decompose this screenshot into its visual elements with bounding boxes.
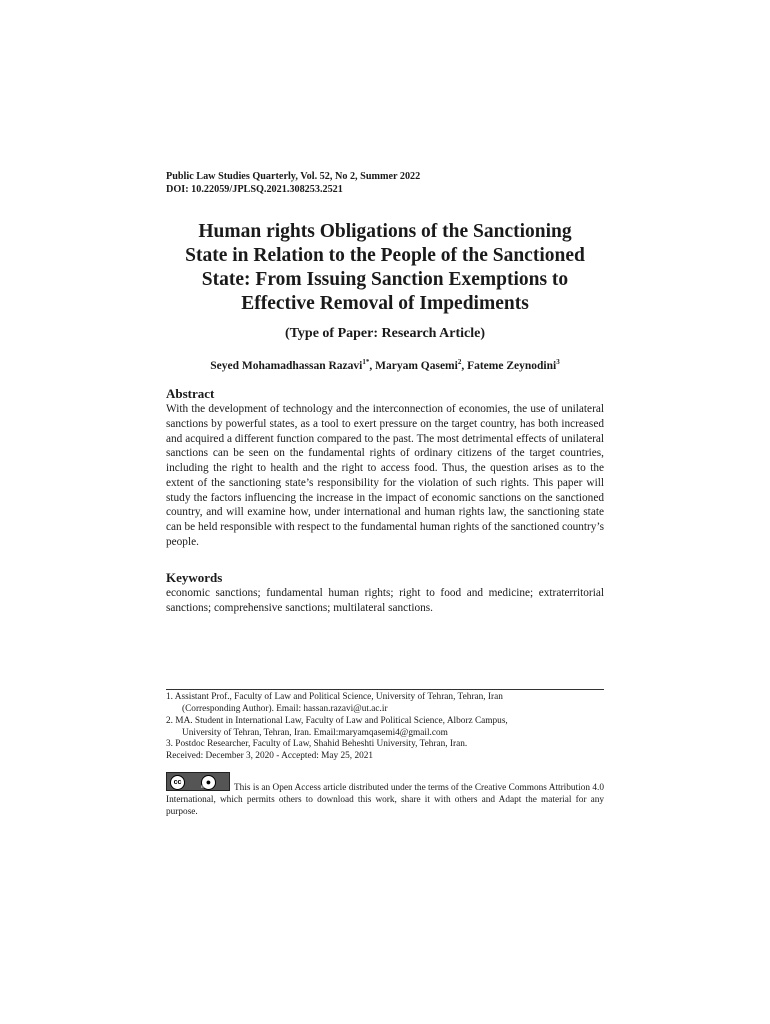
footnote-divider xyxy=(166,689,604,690)
paper-title xyxy=(150,220,620,316)
footnote-1-line-2: (Corresponding Author). Email: hassan.razavi@ut.ac.ir xyxy=(182,703,388,714)
footnote-2 xyxy=(166,716,604,740)
author-name: Seyed Mohamadhassan Razavi xyxy=(210,359,363,372)
author-separator: , xyxy=(461,359,468,372)
keywords-heading: Keywords xyxy=(166,570,223,585)
cc-logo-icon: cc xyxy=(170,775,185,790)
keywords-text: economic sanctions; fundamental human rights; right to food and medicine; extraterritorial sanctions; comprehensive sanctions; multilateral sanctions. xyxy=(166,587,604,614)
author-name: Fateme Zeynodini xyxy=(467,359,557,372)
abstract-text: With the development of technology and the interconnection of economies, the use of unilateral sanctions by powerful states, as a tool to exert pressure on the target country, has both increased and acquired a different function compared to the past. The most detrimental effects of unilateral sanctions can be seen on the fundamental rights of ordinary citizens of the target countries, including the right to health and the right to access food. Thus, the question arises as to the extent of the sanctioning state’s responsibility for the violation of such rights. This paper will study the factors influencing the increase in the impact of economic sanctions on the sanctioned country, and will examine how, under international and human rights law, the sanctioning state can be held responsible with respect to the fundamental human rights of the sanctioned country’s people. xyxy=(166,403,604,548)
journal-header xyxy=(166,171,606,196)
footnote-3: 3. Postdoc Researcher, Faculty of Law, Shahid Beheshti University, Tehran, Iran. xyxy=(166,739,468,749)
author-affiliation-mark: 2 xyxy=(457,358,462,366)
title-line-1: Human rights Obligations of the Sanctioning xyxy=(198,221,572,242)
journal-doi: DOI: 10.22059/JPLSQ.2021.308253.2521 xyxy=(166,183,343,195)
title-line-2: State in Relation to the People of the Sanctioned xyxy=(185,245,585,266)
title-line-3: State: From Issuing Sanction Exemptions to xyxy=(201,269,569,290)
license-text: This is an Open Access article distributed under the terms of the Creative Commons Attribution 4.0 International, which permits others to download this work, share it with others and Adapt the material for any purpose. xyxy=(166,783,604,818)
journal-citation: Public Law Studies Quarterly, Vol. 52, No 2, Summer 2022 xyxy=(166,171,421,182)
abstract-heading: Abstract xyxy=(166,386,215,401)
footnote-2-line-2: University of Tehran, Tehran, Iran. Email:maryamqasemi4@gmail.com xyxy=(182,727,448,738)
author-affiliation-mark: 3 xyxy=(556,358,560,366)
author-name: Maryam Qasemi xyxy=(375,359,458,372)
footnote-2-line-1: 2. MA. Student in International Law, Faculty of Law and Political Science, Alborz Campus, xyxy=(166,716,508,726)
footnote-1 xyxy=(166,692,604,716)
attribution-person-icon: ● xyxy=(201,775,216,790)
paper-type: (Type of Paper: Research Article) xyxy=(284,326,486,341)
author-affiliation-mark: 1* xyxy=(362,358,370,366)
received-accepted-dates: Received: December 3, 2020 - Accepted: May 25, 2021 xyxy=(166,751,374,761)
title-line-4: Effective Removal of Impediments xyxy=(241,293,529,314)
footnote-1-line-1: 1. Assistant Prof., Faculty of Law and Political Science, University of Tehran, Tehran, Iran xyxy=(166,692,503,702)
author-separator: , xyxy=(369,359,376,372)
cc-by-label: BY xyxy=(201,784,207,789)
author-list xyxy=(140,358,630,372)
